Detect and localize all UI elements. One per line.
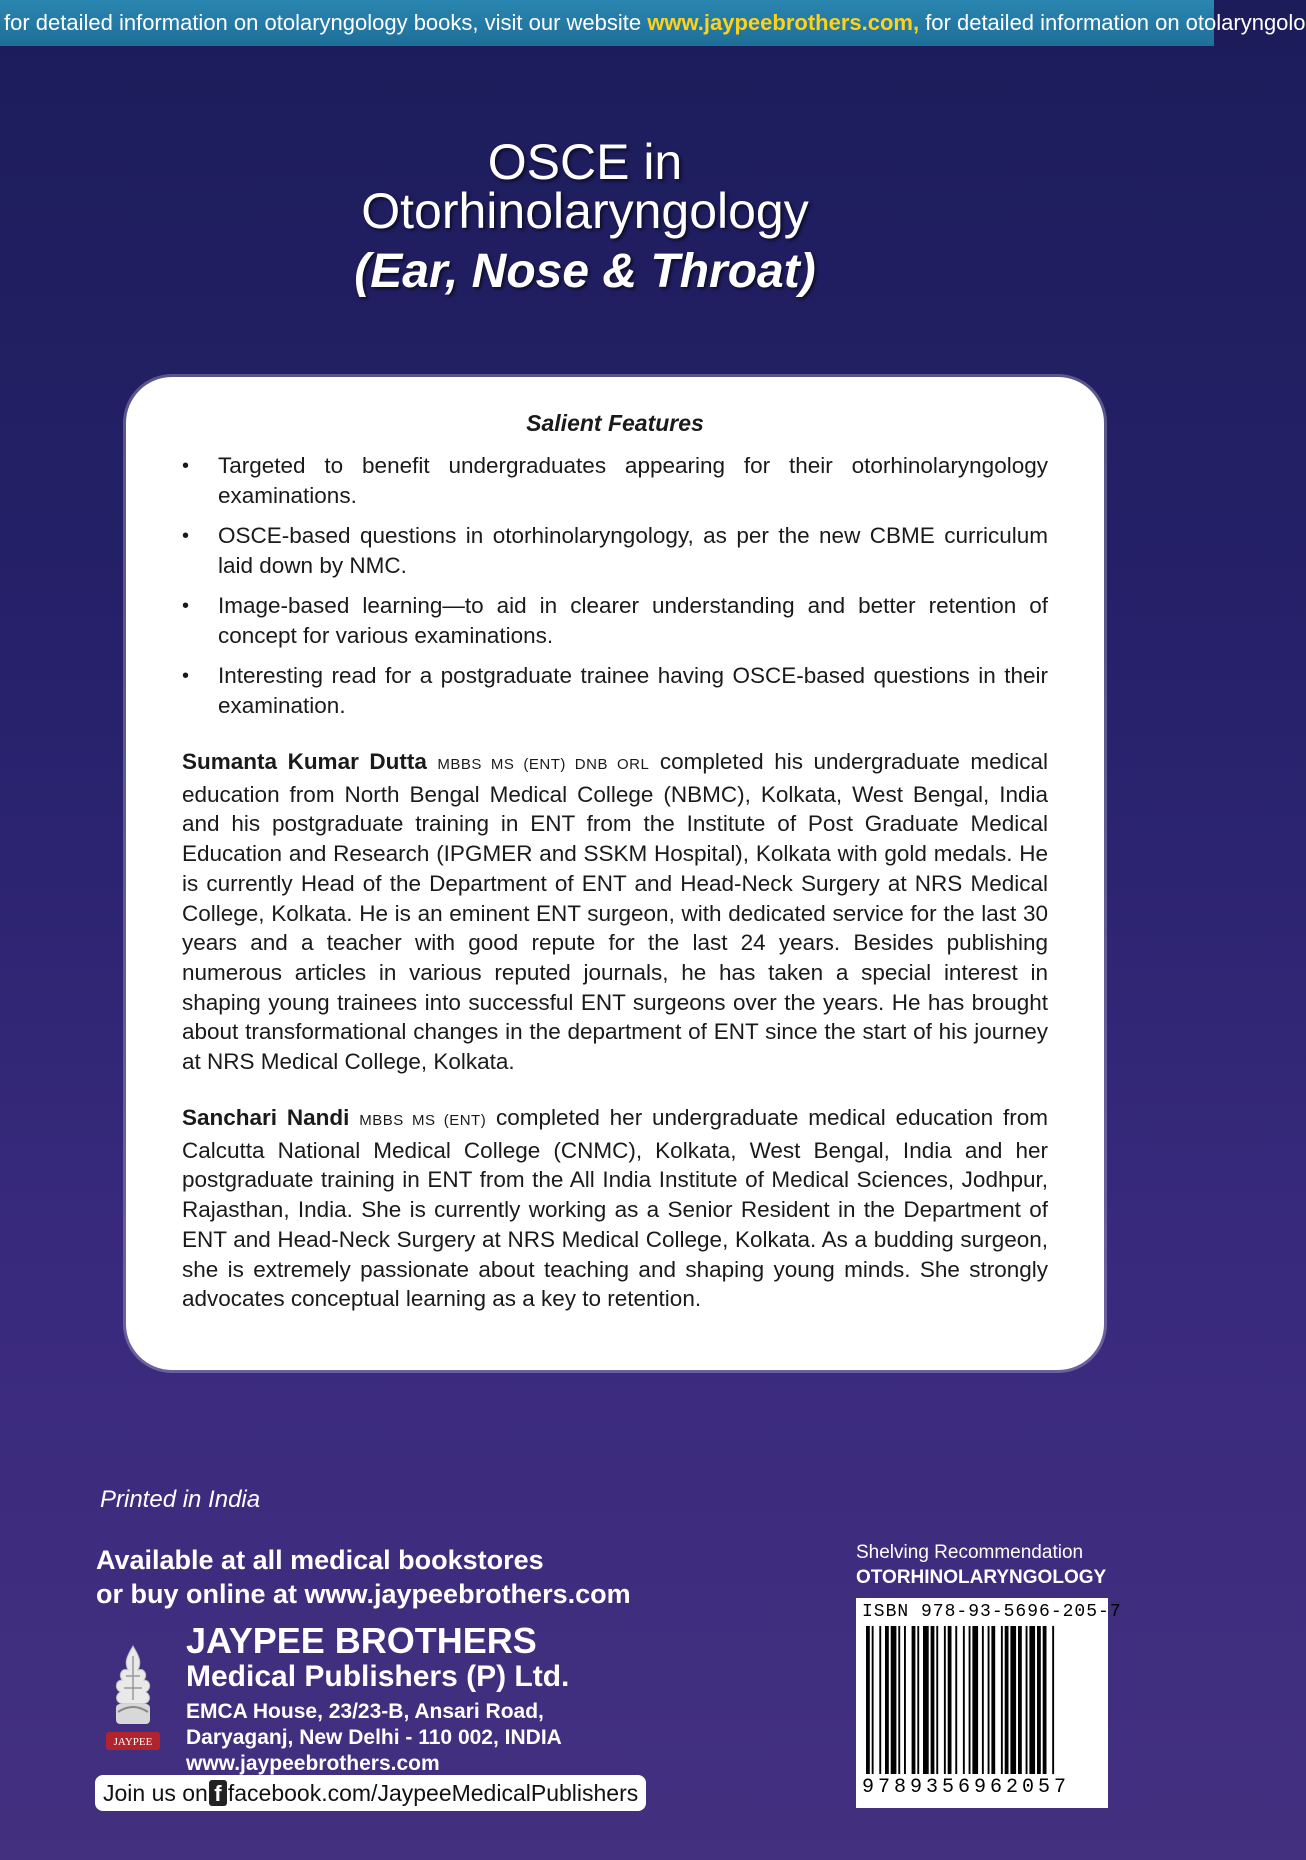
barcode-bar [936,1626,938,1774]
banner-website-link[interactable]: www.jaypeebrothers.com, [647,10,920,35]
isbn-barcode [856,1598,1122,1808]
list-item: • OSCE-based questions in otorhinolaryngology, as per the new CBME curriculum laid down by NMC. [182,523,1048,578]
isbn-text: ISBN 978-93-5696-205-7 [862,1602,1122,1622]
barcode-bar [1005,1626,1009,1774]
barcode-bar [898,1626,900,1774]
barcode-bar [991,1626,995,1774]
barcode-bar [972,1626,978,1774]
author-bio-text: completed his undergraduate medical education from North Bengal Medical College (NBMC), Kolkata, West Bengal, India and his postgraduate training in ENT from the Institute of Post Graduate Medical Education and Research (IPGMER and SSKM Hospital), Kolkata with gold medals. He is currently Head of the Department of ENT and Head-Neck Surgery at NRS Medical College, Kolkata. He is an eminent ENT surgeon, with dedicated service for the last 30 years and a teacher with good repute for the last 24 years. Besides publishing numerous articles in various reputed journals, he has taken a special interest in shaping young trainees into successful ENT surgeons over the years. He has brought about transformational changes in the department of ENT since the start of his journey at NRS Medical College, Kolkata. [182,749,1048,1075]
barcode-bar [1026,1626,1028,1774]
bullet-icon: • [182,455,190,477]
barcode-bar [923,1626,929,1774]
publisher-name: JAYPEE BROTHERS [186,1620,537,1661]
list-item: • Image-based learning—to aid in clearer understanding and better retention of concept for various examinations. [182,593,1048,648]
publisher-address-line1: EMCA House, 23/23-B, Ansari Road, [186,1700,544,1723]
barcode-bar [1052,1626,1054,1774]
book-subtitle: (Ear, Nose & Throat) [354,245,816,298]
barcode-bar [969,1626,971,1774]
author-name: Sanchari Nandi [182,1105,350,1130]
barcode-bar [982,1626,984,1774]
barcode-bar [1010,1626,1016,1774]
facebook-link[interactable]: facebook.com/JaypeeMedicalPublishers [227,1780,639,1806]
jaypee-logo [94,1642,172,1760]
bullet-icon: • [182,525,190,547]
barcode-bar [955,1626,957,1774]
content-card [126,377,1104,1370]
barcode-bar [885,1626,889,1774]
barcode-bar [1029,1626,1035,1774]
banner-text-continued: for detailed information on otolaryngolo [919,10,1306,35]
barcode-icon [864,1626,1100,1774]
bullet-icon: • [182,595,190,617]
printed-in-india: Printed in India [100,1486,261,1513]
barcode-bar [1043,1626,1047,1774]
bullet-icon: • [182,665,190,687]
salient-features-heading: Salient Features [526,410,704,436]
author-degrees: MBBS MS (ENT) DNB ORL [437,756,650,773]
barcode-bar [988,1626,990,1774]
publisher-address-line2: Daryaganj, New Delhi - 110 002, INDIA [186,1726,562,1749]
facebook-join-badge[interactable] [95,1775,646,1811]
barcode-bar [912,1626,916,1774]
top-banner [0,0,1306,46]
book-title-line1: OSCE in [487,134,683,190]
author-bio-text: completed her undergraduate medical education from Calcutta National Medical College (CNMC), Kolkata, West Bengal, India and her postgraduate training in ENT from the All India Institute of Medical Sciences, Jodhpur, Rajasthan, India. She is currently working as a Senior Resident in the Department of ENT and Head-Neck Surgery at NRS Medical College, Kolkata. As a budding surgeon, she is extremely passionate about teaching and shaping young minds. She strongly advocates conceptual learning as a key to retention. [182,1105,1048,1312]
list-item: • Interesting read for a postgraduate trainee having OSCE-based questions in their examination. [182,663,1048,718]
author-degrees: MBBS MS (ENT) [359,1112,487,1129]
barcode-bar [904,1626,906,1774]
barcode-bar [948,1626,952,1774]
shelving-label: Shelving Recommendation [856,1542,1084,1563]
barcode-number: 9789356962057 [862,1776,1071,1799]
barcode-bar [931,1626,935,1774]
barcode-bar [879,1626,881,1774]
publisher-website-link[interactable]: www.jaypeebrothers.com [186,1752,440,1775]
barcode-bar [963,1626,965,1774]
barcode-bar [1037,1626,1041,1774]
availability-line2: or buy online at www.jaypeebrothers.com [96,1579,631,1609]
author-bio-1 [182,747,1048,1077]
join-label: Join us on [103,1780,208,1806]
logo-text: JAYPEE [113,1736,153,1748]
availability-line1: Available at all medical bookstores [96,1545,544,1575]
barcode-bar [1001,1626,1003,1774]
barcode-bar [866,1626,870,1774]
salient-features-list [182,451,1048,731]
facebook-icon: f [209,1780,227,1806]
barcode-bar [872,1626,874,1774]
barcode-bar [1018,1626,1022,1774]
barcode-bar [891,1626,897,1774]
banner-text: for detailed information on otolaryngology books, visit our website [4,10,648,35]
publisher-subtitle: Medical Publishers (P) Ltd. [186,1660,570,1693]
list-item: • Targeted to benefit undergraduates appearing for their otorhinolaryngology examinations. [182,453,1048,508]
shelving-category: OTORHINOLARYNGOLOGY [856,1567,1107,1588]
barcode-bar [944,1626,946,1774]
author-bio-2 [182,1103,1048,1314]
barcode-bar [917,1626,919,1774]
book-title-line2: Otorhinolaryngology [361,183,809,239]
author-name: Sumanta Kumar Dutta [182,749,427,774]
